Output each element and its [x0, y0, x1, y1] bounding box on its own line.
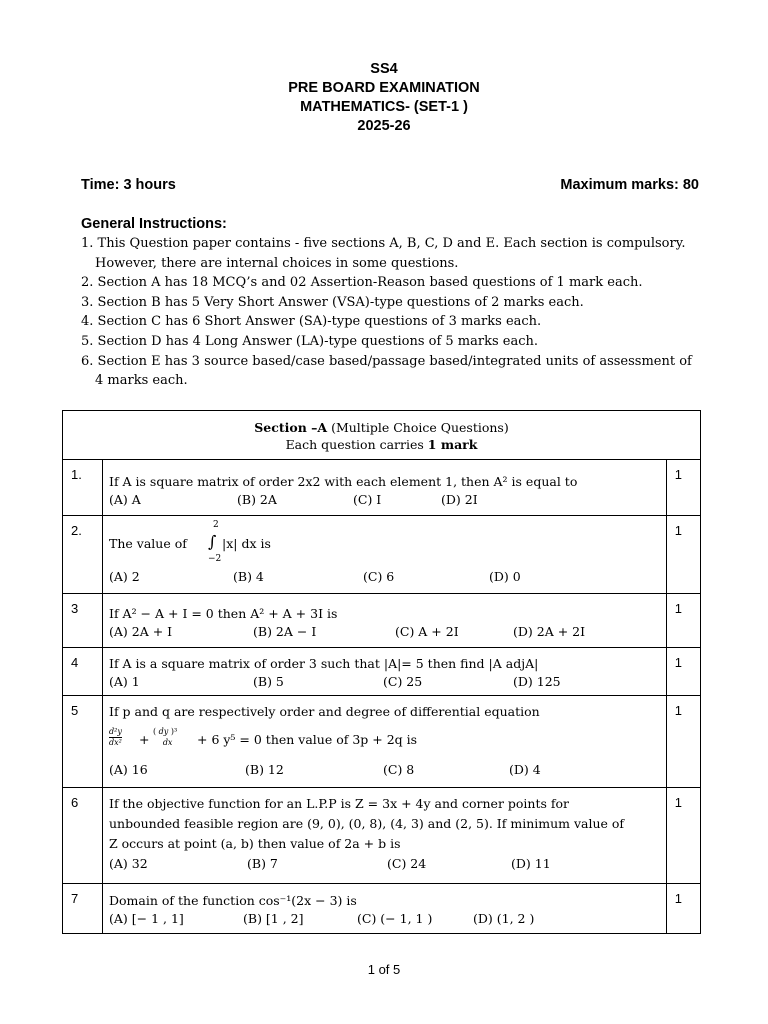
question-number: 6 — [71, 795, 79, 810]
question-number: 7 — [71, 891, 79, 906]
first-derivative-cubed: ( dy )³ dx — [153, 727, 178, 747]
question-marks: 1 — [674, 523, 682, 538]
option-d: (D) 2I — [441, 492, 478, 507]
time-allowed: Time: 3 hours — [81, 177, 176, 193]
option-d: (D) 0 — [489, 569, 521, 584]
question-body — [109, 884, 656, 933]
academic-year: 2025-26 — [357, 118, 411, 134]
question-row — [63, 648, 700, 696]
instruction-item: 6. Section E has 3 source based/case based/passage based/integrated units of assessment of 4 marks each. — [81, 353, 692, 389]
question-body — [109, 460, 656, 516]
option-d: (D) 125 — [513, 674, 561, 689]
question-marks: 1 — [674, 467, 682, 482]
question-marks: 1 — [674, 601, 682, 616]
question-number: 3 — [71, 601, 79, 616]
instruction-item: 2. Section A has 18 MCQ’s and 02 Assertion-Reason based questions of 1 mark each. — [81, 275, 643, 291]
question-stem-line: If the objective function for an L.P.P is Z = 3x + 4y and corner points for — [109, 796, 570, 811]
instruction-item: 1. This Question paper contains - five sections A, B, C, D and E. Each section is compulsory. However, there are internal choices in some questions. — [81, 236, 686, 271]
option-d: (D) 4 — [509, 762, 541, 777]
question-marks: 1 — [674, 655, 682, 670]
section-a-type: (Multiple Choice Questions) — [327, 420, 509, 435]
question-body — [109, 696, 656, 788]
question-body — [109, 648, 656, 696]
option-a: (A) 2 — [109, 569, 140, 584]
instruction-item: 3. Section B has 5 Very Short Answer (VSA)-type questions of 2 marks each. — [81, 294, 584, 310]
questions-table — [62, 410, 701, 934]
option-a: (A) [− 1 , 1] — [109, 911, 184, 926]
question-row — [63, 884, 700, 933]
option-c: (C) 24 — [387, 856, 427, 871]
option-c: (C) 6 — [363, 569, 395, 584]
question-stem: If p and q are respectively order and degree of differential equation — [109, 704, 540, 719]
equation-tail: + 6 y⁵ = 0 then value of 3p + 2q is — [197, 732, 418, 747]
integral-upper-limit: 2 — [213, 520, 219, 530]
question-number: 5 — [71, 703, 79, 718]
option-c: (C) 25 — [383, 674, 423, 689]
question-stem: If A is a square matrix of order 3 such that |A|= 5 then find |A adjA| — [109, 656, 539, 671]
question-number: 2. — [71, 523, 82, 538]
question-stem-line: Z occurs at point (a, b) then value of 2a + b is — [109, 836, 401, 851]
question-stem: If A is square matrix of order 2x2 with each element 1, then A² is equal to — [109, 474, 578, 489]
section-a-header — [63, 411, 700, 460]
question-body — [109, 594, 656, 648]
question-stem: The value of — [109, 536, 187, 551]
question-marks: 1 — [674, 795, 682, 810]
option-b: (B) 4 — [233, 569, 264, 584]
question-row — [63, 516, 700, 594]
integrand: |x| dx is — [222, 536, 271, 551]
paper-code: SS4 — [370, 61, 398, 77]
option-a: (A) 1 — [109, 674, 140, 689]
instruction-item: 4. Section C has 6 Short Answer (SA)-type questions of 3 marks each. — [81, 314, 542, 330]
exam-meta — [81, 177, 699, 193]
question-stem: Domain of the function cos⁻¹(2x − 3) is — [109, 893, 357, 908]
option-b: (B) 2A — [237, 492, 277, 507]
option-a: (A) 2A + I — [109, 624, 173, 639]
integral-sign-icon: ∫ — [208, 532, 217, 551]
option-b: (B) [1 , 2] — [243, 911, 304, 926]
option-d: (D) 11 — [511, 856, 551, 871]
question-row — [63, 460, 700, 516]
section-a-subtitle: Each question carries — [285, 437, 428, 452]
section-a-marks: 1 mark — [427, 437, 478, 452]
question-number: 1. — [71, 467, 82, 482]
maximum-marks: Maximum marks: 80 — [560, 177, 699, 193]
exam-title: PRE BOARD EXAMINATION — [288, 80, 480, 96]
question-row — [63, 594, 700, 648]
question-stem: If A² − A + I = 0 then A² + A + 3I is — [109, 606, 338, 621]
section-a-title: Section –A — [254, 420, 328, 435]
general-instructions-title: General Instructions: — [81, 216, 227, 232]
question-number: 4 — [71, 655, 79, 670]
option-c: (C) 8 — [383, 762, 415, 777]
question-row — [63, 696, 700, 788]
option-b: (B) 12 — [245, 762, 284, 777]
question-body — [109, 516, 656, 594]
general-instructions-list — [81, 234, 701, 391]
option-a: (A) A — [109, 492, 141, 507]
subject-title: MATHEMATICS- (SET-1 ) — [300, 99, 468, 115]
question-marks: 1 — [674, 891, 682, 906]
option-b: (B) 7 — [247, 856, 278, 871]
option-d: (D) 2A + 2I — [513, 624, 586, 639]
option-d: (D) (1, 2 ) — [473, 911, 535, 926]
question-body — [109, 788, 656, 884]
derivative-fraction: d²y dx² — [109, 727, 122, 747]
instruction-item: 5. Section D has 4 Long Answer (LA)-type questions of 5 marks each. — [81, 333, 538, 349]
question-marks: 1 — [674, 703, 682, 718]
page-number: 1 of 5 — [367, 962, 401, 977]
option-b: (B) 2A − I — [253, 624, 317, 639]
question-stem-line: unbounded feasible region are (9, 0), (0, 8), (4, 3) and (2, 5). If minimum value of — [109, 816, 625, 831]
option-c: (C) (− 1, 1 ) — [357, 911, 433, 926]
question-row — [63, 788, 700, 884]
option-b: (B) 5 — [253, 674, 284, 689]
option-c: (C) A + 2I — [395, 624, 459, 639]
option-a: (A) 16 — [109, 762, 148, 777]
integral-lower-limit: −2 — [208, 554, 222, 564]
option-c: (C) I — [353, 492, 382, 507]
plus-sign: + — [139, 732, 150, 747]
option-a: (A) 32 — [109, 856, 148, 871]
